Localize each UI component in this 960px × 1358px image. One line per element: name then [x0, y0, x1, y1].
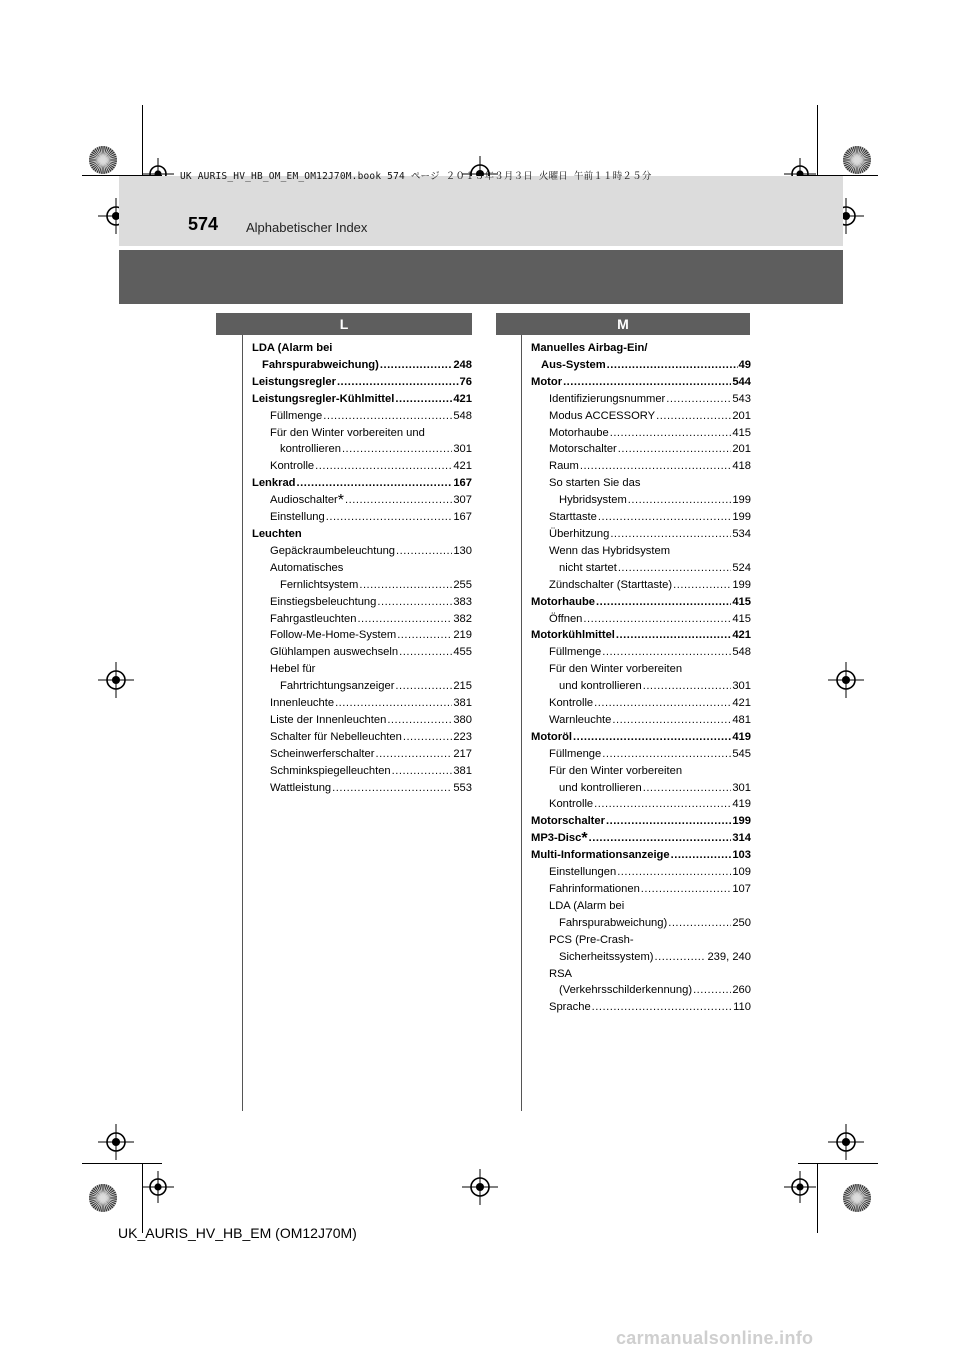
leader-dots	[618, 560, 732, 577]
index-entry-page: 201	[732, 443, 751, 456]
section-header-l: L	[216, 313, 472, 335]
index-entry-page: 201	[732, 409, 751, 422]
index-entry-label: Identifizierungsnummer	[549, 392, 666, 405]
leader-dots	[359, 577, 452, 594]
index-entry-label: Schminkspiegelleuchten	[270, 764, 391, 777]
crop-line	[82, 1163, 162, 1164]
leader-dots	[606, 813, 731, 830]
index-entry-page: 419	[732, 730, 751, 743]
crop-line	[798, 1163, 878, 1164]
index-entry-page: 382	[453, 612, 472, 625]
index-entry	[252, 577, 472, 594]
index-entry-label: nicht startet	[559, 561, 617, 574]
leader-dots	[335, 695, 452, 712]
index-entry-label: Einstellung	[270, 511, 325, 524]
index-entry-page: 239, 240	[707, 950, 751, 963]
leader-dots	[673, 577, 731, 594]
index-entry	[531, 560, 751, 577]
index-entry-label: Fahrspurabweichung)	[262, 358, 379, 371]
index-entry-page: 421	[732, 697, 751, 710]
index-entry-page: 219	[453, 629, 472, 642]
manual-code: UK_AURIS_HV_HB_EM (OM12J70M)	[118, 1225, 357, 1241]
leader-dots	[656, 408, 731, 425]
index-entry-page: 455	[453, 646, 472, 659]
leader-dots	[668, 915, 731, 932]
index-entry-label: Multi-Informationsanzeige	[531, 849, 670, 862]
index-entry	[531, 661, 751, 678]
header-dark-band	[119, 250, 843, 304]
index-entry-page: 534	[732, 527, 751, 540]
index-entry	[531, 999, 751, 1016]
index-entry-page: 553	[453, 781, 472, 794]
leader-dots	[563, 374, 731, 391]
index-entry-page: 76	[459, 375, 472, 388]
registration-mark-icon	[142, 1171, 174, 1203]
leader-dots	[628, 492, 732, 509]
index-entry	[252, 509, 472, 526]
index-entry-label: Für den Winter vorbereiten	[549, 764, 683, 777]
leader-dots	[589, 830, 732, 847]
index-entry	[531, 458, 751, 475]
index-entry	[252, 475, 472, 492]
index-entry-label: Sprache	[549, 1001, 591, 1014]
leader-dots	[602, 746, 731, 763]
leader-dots	[616, 627, 731, 644]
registration-mark-icon	[784, 1171, 816, 1203]
leader-dots	[323, 408, 452, 425]
page-number: 574	[188, 214, 219, 234]
registration-mark-icon	[98, 1124, 134, 1160]
index-entry	[252, 644, 472, 661]
index-entry-page: 260	[732, 984, 751, 997]
index-entry-label: Kontrolle	[549, 697, 594, 710]
index-entry	[531, 813, 751, 830]
index-entry	[531, 932, 751, 949]
index-entry-page: 383	[453, 595, 472, 608]
index-entry	[531, 780, 751, 797]
index-entry-label: Lenkrad	[252, 477, 296, 490]
index-entry-label: Für den Winter vorbereiten	[549, 663, 683, 676]
index-entry-page: 548	[732, 646, 751, 659]
index-entry-page: 107	[732, 883, 751, 895]
index-entry-label: Schalter für Nebelleuchten	[270, 730, 402, 743]
index-entry-label: Füllmenge	[549, 646, 602, 659]
index-entry-page: 248	[453, 358, 472, 371]
leader-dots	[399, 644, 452, 661]
index-entry	[252, 661, 472, 678]
leader-dots	[617, 864, 731, 881]
index-entry-label: Hybridsystem	[559, 494, 627, 507]
index-entry	[531, 509, 751, 526]
index-entry	[252, 458, 472, 475]
index-entry-label: Motorkühlmittel	[531, 629, 615, 642]
index-entry	[531, 543, 751, 560]
index-entry-label: Motorschalter	[549, 443, 617, 456]
column-rule-left	[242, 335, 243, 1111]
color-target-icon	[87, 144, 119, 176]
index-entry	[252, 526, 472, 543]
index-entry	[531, 374, 751, 391]
index-entry-label: Motorschalter	[531, 815, 605, 828]
leader-dots	[618, 441, 732, 458]
index-entry	[531, 763, 751, 780]
index-entry-label: Wattleistung	[270, 781, 332, 794]
leader-dots	[396, 543, 452, 560]
index-entry: Audioschalter * ..... 307	[252, 492, 472, 509]
leader-dots	[332, 780, 452, 797]
index-entry-page: 130	[453, 544, 472, 557]
index-entry-label: Fernlichtsystem	[280, 578, 359, 591]
leader-dots	[395, 391, 452, 408]
index-entry-page: 167	[453, 477, 472, 490]
index-entry-label: Raum	[549, 460, 579, 473]
leader-dots	[610, 425, 732, 442]
index-entry-label: Öffnen	[549, 612, 583, 625]
index-entry-label: Warnleuchte	[549, 713, 612, 726]
index-entry	[252, 425, 472, 442]
index-entry-page: 215	[453, 680, 472, 693]
index-entry-page: 543	[732, 392, 751, 405]
index-entry-label: RSA	[549, 967, 573, 980]
index-entry-page: 301	[732, 680, 751, 693]
index-entry-label: Audioschalter	[270, 494, 338, 507]
index-entry-page: 301	[732, 781, 751, 794]
index-entry-label: Sicherheitssystem)	[559, 950, 654, 963]
leader-dots	[655, 949, 707, 966]
leader-dots	[641, 881, 732, 898]
index-entry	[252, 560, 472, 577]
index-entry-page: 255	[453, 578, 472, 591]
index-entry-page: 421	[732, 629, 751, 642]
index-entry	[252, 594, 472, 611]
index-entry-label: Manuelles Airbag-Ein/	[531, 342, 648, 354]
index-entry-page: 109	[732, 866, 751, 879]
index-entry-label: LDA (Alarm bei	[549, 899, 625, 912]
index-entry-label: kontrollieren	[280, 443, 341, 456]
index-entry	[252, 391, 472, 408]
leader-dots	[337, 374, 459, 391]
index-entry	[531, 982, 751, 999]
index-entry	[531, 746, 751, 763]
leader-dots	[395, 678, 452, 695]
index-entry	[252, 729, 472, 746]
color-target-icon	[841, 1182, 873, 1214]
index-entry-page: 217	[453, 747, 472, 760]
index-entry-label: Kontrolle	[549, 798, 594, 811]
index-entry-label: Fahrspurabweichung)	[559, 916, 668, 929]
leader-dots	[377, 594, 452, 611]
leader-dots	[357, 611, 452, 628]
index-entry-label: und kontrollieren	[559, 781, 642, 794]
index-entry	[531, 949, 751, 966]
leader-dots	[610, 526, 731, 543]
index-entry-page: 381	[453, 764, 472, 777]
index-entry	[252, 780, 472, 797]
registration-mark-icon	[828, 662, 864, 698]
index-entry-label: Wenn das Hybridsystem	[549, 544, 671, 557]
leader-dots	[607, 357, 738, 374]
leader-dots	[387, 712, 452, 729]
index-entry-label: Füllmenge	[549, 747, 602, 760]
index-entry-label: Leistungsregler-Kühlmittel	[252, 392, 395, 405]
index-entry-page: 481	[732, 713, 751, 726]
index-entry	[531, 425, 751, 442]
leader-dots	[326, 509, 453, 526]
index-entry-page: 167	[453, 511, 472, 524]
index-entry-page: 415	[732, 612, 751, 625]
color-target-icon	[841, 144, 873, 176]
leader-dots	[671, 847, 732, 864]
index-entry-page: 301	[453, 443, 472, 456]
index-entry-label: Fahrinformationen	[549, 883, 640, 895]
leader-dots	[380, 357, 452, 374]
index-entry	[252, 678, 472, 695]
index-entry	[531, 729, 751, 746]
index-entry-label: Überhitzung	[549, 527, 610, 540]
index-entry-label: Innenleuchte	[270, 697, 335, 710]
index-entry-label: Motor	[531, 375, 563, 388]
index-entry	[252, 712, 472, 729]
index-entry	[252, 746, 472, 763]
index-entry	[531, 881, 751, 898]
index-entry-label: PCS (Pre-Crash-	[549, 933, 634, 946]
index-entry-label: LDA (Alarm bei	[252, 342, 333, 354]
index-entry	[531, 695, 751, 712]
index-entry	[531, 475, 751, 492]
index-column-l	[252, 340, 472, 796]
index-entry	[252, 763, 472, 780]
index-entry	[252, 408, 472, 425]
registration-mark-icon	[462, 1169, 498, 1205]
index-entry-page: 307	[453, 494, 472, 507]
index-entry	[531, 577, 751, 594]
index-entry	[531, 864, 751, 881]
leader-dots	[594, 796, 731, 813]
index-entry-label: Automatisches	[270, 561, 344, 574]
index-entry-label: Gepäckraumbeleuchtung	[270, 544, 396, 557]
index-entry-label: Aus-System	[541, 358, 606, 371]
index-entry	[531, 915, 751, 932]
crop-line	[817, 1163, 818, 1233]
index-entry	[252, 340, 472, 357]
index-entry-page: 421	[453, 460, 472, 473]
leader-dots	[693, 982, 731, 999]
index-entry	[252, 357, 472, 374]
index-entry	[531, 966, 751, 983]
index-entry-label: Motorhaube	[549, 426, 609, 439]
index-entry-label: Motorhaube	[531, 595, 596, 608]
index-entry	[531, 340, 751, 357]
registration-mark-icon	[828, 1124, 864, 1160]
index-entry-label: So starten Sie das	[549, 477, 641, 490]
leader-dots	[342, 441, 452, 458]
index-entry-page: 199	[732, 815, 751, 828]
leader-dots	[580, 458, 731, 475]
leader-dots	[345, 492, 452, 509]
index-entry-page: 381	[453, 697, 472, 710]
index-entry	[531, 678, 751, 695]
page-title: Alphabetischer Index	[246, 220, 368, 235]
watermark: carmanualsonline.info	[616, 1328, 814, 1348]
leader-dots	[666, 391, 731, 408]
index-entry	[252, 374, 472, 391]
index-entry-page: 418	[732, 460, 751, 473]
index-entry-label: Leuchten	[252, 527, 302, 540]
leader-dots	[643, 678, 732, 695]
index-entry	[531, 357, 751, 374]
section-header-m: M	[496, 313, 750, 335]
index-entry-label: Einstiegsbeleuchtung	[270, 595, 377, 608]
leader-dots	[315, 458, 452, 475]
index-entry	[252, 611, 472, 628]
index-entry-label: Starttaste	[549, 511, 597, 524]
index-entry-label: Modus ACCESSORY	[549, 409, 656, 422]
index-entry-page: 419	[732, 798, 751, 811]
index-entry-label: Einstellungen	[549, 866, 617, 879]
index-entry-page: 49	[738, 358, 751, 371]
index-entry-label: MP3-Disc	[531, 832, 582, 845]
leader-dots	[375, 746, 452, 763]
index-entry	[531, 898, 751, 915]
index-entry-page: 548	[453, 409, 472, 422]
index-entry	[531, 611, 751, 628]
index-entry-label: Füllmenge	[270, 409, 323, 422]
registration-mark-icon	[98, 662, 134, 698]
leader-dots	[612, 712, 731, 729]
index-entry-label: Fahrtrichtungsanzeiger	[280, 680, 395, 693]
index-entry-label: Motoröl	[531, 730, 573, 743]
index-entry-page: 545	[732, 747, 751, 760]
leader-dots	[594, 695, 731, 712]
index-entry	[531, 594, 751, 611]
leader-dots	[592, 999, 732, 1016]
index-entry-label: (Verkehrsschilderkennung)	[559, 984, 693, 997]
index-entry-page: 250	[732, 916, 751, 929]
index-entry-label: Leistungsregler	[252, 375, 336, 388]
color-target-icon	[87, 1182, 119, 1214]
header-band	[119, 176, 843, 246]
leader-dots	[392, 763, 453, 780]
index-entry	[252, 627, 472, 644]
index-entry-page: 415	[732, 426, 751, 439]
index-entry-label: Fahrgastleuchten	[270, 612, 357, 625]
index-entry-label: Kontrolle	[270, 460, 315, 473]
index-entry	[531, 627, 751, 644]
index-entry	[252, 695, 472, 712]
index-entry-page: 199	[732, 494, 751, 507]
index-entry	[531, 492, 751, 509]
index-entry	[531, 391, 751, 408]
index-entry-page: 380	[453, 713, 472, 726]
index-entry-page: 223	[453, 730, 472, 743]
leader-dots	[397, 627, 452, 644]
index-entry	[531, 847, 751, 864]
index-entry-page: 544	[732, 375, 751, 388]
leader-dots	[643, 780, 732, 797]
index-entry	[531, 441, 751, 458]
index-entry	[531, 526, 751, 543]
leader-dots	[403, 729, 452, 746]
leader-dots	[297, 475, 453, 492]
index-entry-label: Zündschalter (Starttaste)	[549, 578, 673, 591]
index-entry	[252, 441, 472, 458]
index-entry	[252, 543, 472, 560]
index-entry	[531, 644, 751, 661]
index-column-m	[531, 340, 751, 1016]
leader-dots	[596, 594, 731, 611]
index-entry-page: 110	[733, 1001, 751, 1014]
column-rule-right	[521, 335, 522, 1111]
index-entry	[531, 408, 751, 425]
leader-dots	[583, 611, 731, 628]
leader-dots	[602, 644, 731, 661]
crop-line	[817, 105, 818, 175]
index-entry-label: Für den Winter vorbereiten und	[270, 426, 425, 439]
index-entry-label: Glühlampen auswechseln	[270, 646, 399, 659]
index-entry-label: und kontrollieren	[559, 680, 642, 693]
index-entry	[531, 796, 751, 813]
index-entry-label: Scheinwerferschalter	[270, 747, 375, 760]
index-entry-page: 199	[732, 578, 751, 591]
index-entry-label: Follow-Me-Home-System	[270, 629, 397, 642]
leader-dots	[598, 509, 731, 526]
index-entry-label: Hebel für	[270, 663, 316, 676]
index-entry-page: 314	[732, 832, 751, 845]
book-stamp: UK AURIS_HV_HB_OM_EM_OM12J70M.book 574 ページ ２０１５年３月３日 火曜日 午前１１時２５分	[180, 171, 652, 182]
index-entry-label: Liste der Innenleuchten	[270, 713, 387, 726]
index-entry-page: 524	[732, 561, 751, 574]
index-entry-page: 415	[732, 595, 751, 608]
index-entry: MP3-Disc * ..... 314	[531, 830, 751, 847]
index-entry	[531, 712, 751, 729]
index-entry-page: 199	[732, 511, 751, 524]
leader-dots	[573, 729, 731, 746]
index-entry-page: 421	[453, 392, 472, 405]
index-entry-page: 103	[732, 849, 751, 862]
